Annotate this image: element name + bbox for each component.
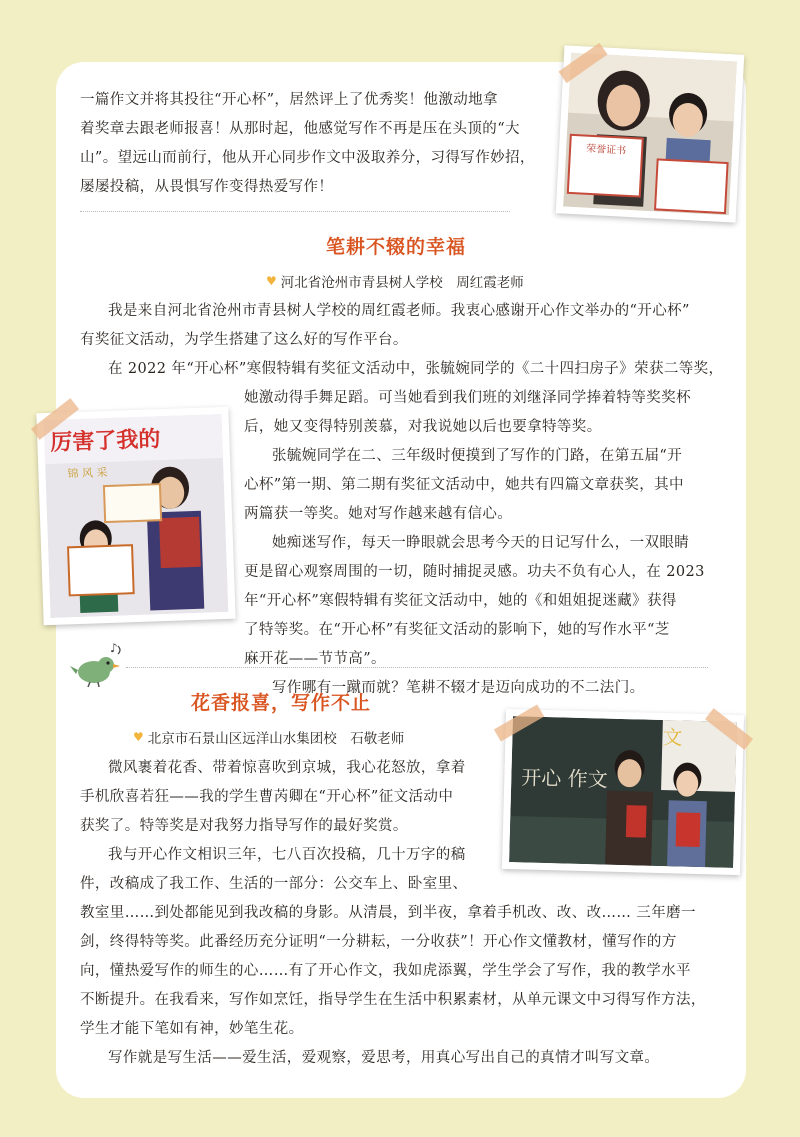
certificate-label: 荣誉证书 [585, 143, 627, 157]
section3-line: 件，改稿成了我工作、生活的一部分：公交车上、卧室里、 [80, 876, 468, 892]
board-text: 开心 作文 [521, 765, 608, 792]
photo-image [44, 414, 229, 618]
section2-line: 后，她又变得特别羡慕，对我说她以后也要拿特等奖。 [244, 419, 602, 435]
section2-line: 写作哪有一蹴而就？笔耕不辍才是迈向成功的不二法门。 [272, 680, 645, 696]
section2-line: 麻开花——节节高”。 [244, 651, 386, 667]
section1-line: 山”。望远山而前行，他从开心同步作文中汲取养分，习得写作妙招， [80, 150, 535, 166]
section2-line: 我是来自河北省沧州市青县树人学校的周红霞老师。我衷心感谢开心作文举办的“开心杯” [108, 303, 690, 319]
heart-icon: ♥ [266, 274, 277, 288]
section1-line: 一篇作文并将其投往“开心杯”，居然评上了优秀奖！他激动地拿 [80, 92, 498, 108]
section1-line: 着奖章去跟老师报喜！从那时起，他感觉写作不再是压在头顶的“大 [80, 121, 520, 137]
section2-line: 年“开心杯”寒假特辑有奖征文活动中，她的《和姐姐捉迷藏》获得 [244, 593, 677, 609]
section-divider [80, 211, 510, 212]
section3-line: 学生才能下笔如有神，妙笔生花。 [80, 1021, 304, 1037]
photo-teacher-student-classroom [502, 709, 744, 875]
section3-line: 手机欣喜若狂——我的学生曹芮卿在“开心杯”征文活动中 [80, 789, 454, 805]
photo-teacher-student-award [36, 407, 235, 626]
heart-icon: ♥ [133, 730, 144, 744]
section2-line: 她痴迷写作，每天一睁眼就会思考今天的日记写什么，一双眼睛 [272, 535, 690, 551]
board-corner-text: 文 [662, 725, 683, 750]
section3-line: 剑，终得特等奖。此番经历充分证明“一分耕耘，一分收获”！开心作文懂教材，懂写作的方 [80, 934, 677, 950]
section3-line: 写作就是写生活——爱生活，爱观察，爱思考，用真心写出自己的真情才叫写文章。 [108, 1050, 660, 1066]
section3-line: 向，懂热爱写作的师生的心……有了开心作文，我如虎添翼，学生学会了写作，我的教学水平 [80, 963, 691, 979]
photo-image [509, 716, 737, 868]
section3-line: 微风裹着花香、带着惊喜吹到京城，我心花怒放，拿着 [108, 760, 466, 776]
section2-line: 了特等奖。在“开心杯”有奖征文活动的影响下，她的写作水平“芝 [244, 622, 670, 638]
section-divider [126, 667, 708, 668]
photo-image [563, 53, 737, 215]
photo-banner-text: 厉害了我的 [49, 427, 161, 456]
byline-text: 河北省沧州市青县树人学校 周红霞老师 [280, 275, 524, 291]
section2-byline [266, 271, 524, 291]
byline-text: 北京市石景山区远洋山水集团校 石敬老师 [147, 731, 405, 747]
section3-line: 我与开心作文相识三年，七八百次投稿，几十万字的稿 [108, 847, 466, 863]
section3-line: 不断提升。在我看来，写作如烹饪，指导学生在生活中积累素材，从单元课文中习得写作方法， [80, 992, 706, 1008]
section3-line: 教室里……到处都能见到我改稿的身影。从清晨，到半夜，拿着手机改、改、改…… 三年磨一 [80, 905, 696, 921]
photo-teacher-student-certificates [556, 45, 745, 222]
section2-line: 两篇获一等奖。她对写作越来越有信心。 [244, 506, 513, 522]
photo-banner-subtext: 锦 风 采 [67, 465, 108, 481]
section2-line: 她激动得手舞足蹈。可当她看到我们班的刘继泽同学捧着特等奖奖杯 [244, 390, 691, 406]
bird-icon [66, 638, 128, 692]
section2-line: 心杯”第一期、第二期有奖征文活动中，她共有四篇文章获奖，其中 [244, 477, 684, 493]
svg-text:♪: ♪ [110, 641, 118, 655]
section2-line: 有奖征文活动，为学生搭建了这么好的写作平台。 [80, 332, 408, 348]
section2-line: 在 2022 年“开心杯”寒假特辑有奖征文活动中，张毓婉同学的《二十四扫房子》荣获二等奖， [108, 361, 724, 377]
section2-line: 更是留心观察周围的一切，随时捕捉灵感。功夫不负有心人，在 2023 [244, 564, 705, 580]
section1-line: 屡屡投稿，从畏惧写作变得热爱写作！ [80, 179, 334, 195]
section2-title: 笔耕不辍的幸福 [326, 236, 467, 258]
section3-title: 花香报喜，写作不止 [191, 692, 372, 714]
section3-line: 获奖了。特等奖是对我努力指导写作的最好奖赏。 [80, 818, 408, 834]
section2-line: 张毓婉同学在二、三年级时便摸到了写作的门路，在第五届“开 [272, 448, 683, 464]
section3-byline [133, 727, 404, 747]
